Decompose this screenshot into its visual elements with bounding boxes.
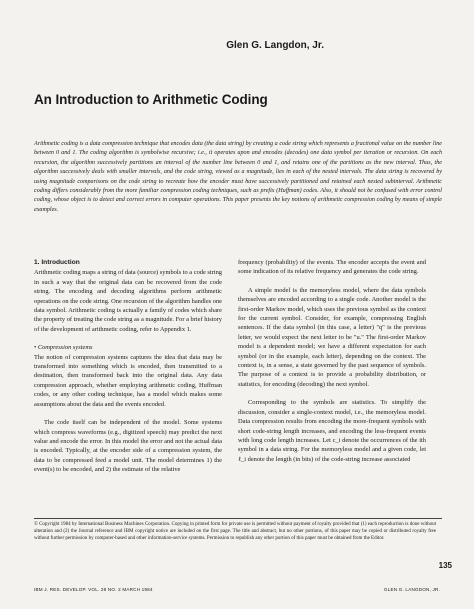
paragraph: The code itself can be independent of the model. Some systems which compress waveforms (e.g., digitized speech) may predict the next value and encode the error. In this model the error and not the actual data is encoded. Typically, at the encoder side of a compression system, the data to be compressed feed a model unit. The model determines 1) the event(s) to be encoded, and 2) the estimate of the relative — [34, 419, 222, 474]
paragraph: frequency (probability) of the events. The encoder accepts the event and some indication of its relative frequency and generates the code string. — [238, 259, 426, 276]
paper-title: An Introduction to Arithmetic Coding — [34, 92, 268, 107]
left-column — [34, 258, 222, 475]
running-author: GLEN G. LANGDON, JR. — [383, 587, 440, 592]
paragraph: Arithmetic coding maps a string of data (source) symbols to a code string in such a way that the original data can be recovered from the code string. The encoding and decoding algorithms perform arithmetic operations on the code string. One recursion of the algorithm handles one data symbol. Arithmetic coding is actually a family of codes which share the property of treating the code string as a magnitude. For a brief history of the development of arithmetic coding, refer to Appendix 1. — [34, 269, 222, 333]
page-number: 135 — [438, 561, 452, 570]
journal-citation: IBM J. RES. DEVELOP. VOL. 28 NO. 2 MARCH 1984 — [34, 587, 153, 592]
paragraph: Corresponding to the symbols are statistics. To simplify the discussion, consider a single-context model, i.e., the memoryless model. Data compression results from encoding the more-frequent symbols with short code-string length increases, and encoding the less-frequent events with long code length increases. Let c_i denote the occurrences of the ith symbol in a data string. For the memoryless model and a given code, let ℓ_i denote the length (in bits) of the code-string increase associated — [238, 399, 426, 463]
footnote-divider — [34, 518, 442, 519]
right-column — [238, 258, 426, 464]
paragraph: The notion of compression systems captures the idea that data may be transformed into something which is encoded, then transmitted to a destination, then transformed back into the original data. Any data compression approach, whether employing arithmetic coding, Huffman codes, or any other coding technique, has a model which makes some assumptions about the data and the events encoded. — [34, 353, 222, 408]
abstract: Arithmetic coding is a data compression technique that encodes data (the data string) by creating a code string which represents a fractional value on the number line between 0 and 1. The coding algorithm is symbolwise recursive; i.e., it operates upon and encodes (decodes) one data symbol per iteration or recursion. On each recursion, the algorithm successively partitions an interval of the number line between 0 and 1, and retains one of the partitions as the new interval. Thus, the algorithm successively deals with smaller intervals, and the code string, viewed as a magnitude, lies in each of the nested intervals. The data string is recovered by using magnitude comparisons on the code string to recreate how the encoder must have successively partitioned and retained each nested subinterval. Arithmetic coding differs considerably from the more familiar compression coding techniques, such as prefix (Huffman) codes. Also, it should not be confused with error control coding, whose object is to detect and correct errors in computer operations. This paper presents the key notions of arithmetic compression coding by means of simple examples. — [34, 141, 442, 213]
paragraph: A simple model is the memoryless model, where the data symbols themselves are encoded according to a single code. Another model is the first-order Markov model, which uses the previous symbol as the context for the current symbol. Consider, for example, compressing English sentences. If the data symbol (in this case, a letter) "q" is the previous letter, we would expect the next letter to be "u." The first-order Markov model is a dependent model; we have a different expectation for each symbol (or in the example, each letter), depending on the context. The context is, in a sense, a state governed by the past sequence of symbols. The purpose of a context is to provide a probability distribution, or statistics, for encoding (decoding) the next symbol. — [238, 286, 426, 388]
author-name: Glen G. Langdon, Jr. — [226, 40, 324, 51]
subsection-heading: • Compression systems — [34, 344, 93, 352]
copyright-notice: © Copyright 1984 by International Business Machines Corporation. Copying in printed form for private use is permitted without payment of royalty provided that (1) each reproduction is done without alteration and (2) the Journal reference and IBM copyright notice are included on the first page. The title and abstract, but no other portions, of this paper may be copied or distributed royalty free without further permission by computer-based and other information-service systems. Permission to republish any other portion of this paper must be obtained from the Editor. — [34, 522, 436, 541]
section-title: 1. Introduction — [34, 259, 80, 266]
